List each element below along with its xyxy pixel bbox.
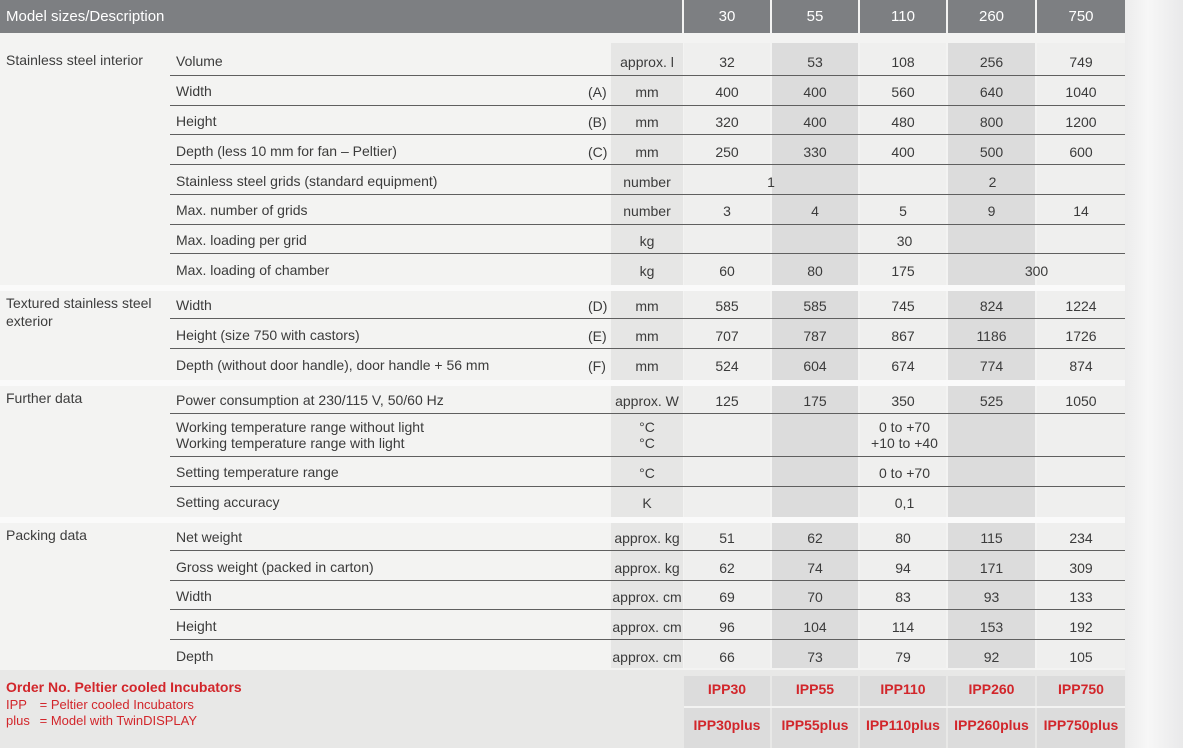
row-divider [170, 105, 1125, 106]
row-unit: °C [639, 465, 655, 481]
table-row [0, 201, 1125, 223]
order-number-plus: IPP260plus [954, 717, 1029, 733]
merged-cell-value: 0 to +70 [879, 465, 930, 481]
order-number-plus: IPP110plus [866, 717, 940, 733]
row-divider [170, 75, 1125, 76]
cell-value: 108 [891, 54, 915, 70]
cell-value: 66 [719, 649, 735, 665]
table-row [0, 142, 1125, 164]
cell-value: 93 [983, 589, 1000, 605]
row-unit: number [623, 203, 671, 219]
cell-value: 309 [1069, 560, 1093, 576]
row-label: Width [176, 297, 212, 313]
row-label: Depth [176, 648, 214, 664]
cell-value: 560 [891, 84, 915, 100]
cell-value: 400 [715, 84, 739, 100]
row-label: Setting accuracy [176, 494, 280, 510]
row-unit: approx. cm [612, 649, 682, 665]
cell-value: 80 [807, 263, 823, 279]
table-row [0, 296, 1125, 318]
table-row [0, 356, 1125, 378]
header-bar [0, 0, 1125, 33]
header-model-55: 55 [806, 8, 824, 25]
cell-value: 80 [895, 530, 911, 546]
row-unit: number [623, 174, 671, 190]
row-unit: °C [639, 419, 655, 435]
row-unit: mm [635, 328, 659, 344]
section-label: Packing data [6, 527, 87, 543]
cell-value: 400 [803, 114, 827, 130]
table-row [0, 326, 1125, 348]
merged-cell-value: 1 [767, 174, 775, 190]
order-number: IPP110 [880, 681, 926, 697]
row-divider [170, 194, 1125, 195]
row-label: Power consumption at 230/115 V, 50/60 Hz [176, 392, 444, 408]
row-divider [170, 456, 1125, 457]
row-label: Working temperature range without light [176, 419, 424, 435]
row-divider [170, 134, 1125, 135]
cell-value: 874 [1069, 358, 1093, 374]
table-row [0, 528, 1125, 550]
table-row [0, 231, 1125, 253]
row-unit: K [642, 495, 652, 511]
cell-value: 4 [811, 203, 819, 219]
legend-key: IPP [6, 697, 27, 712]
cell-value: 5 [899, 203, 907, 219]
cell-value: 480 [891, 114, 915, 130]
cell-value: 114 [891, 619, 915, 635]
table-row [0, 617, 1125, 639]
cell-value: 32 [719, 54, 735, 70]
row-label: Stainless steel grids (standard equipment) [176, 173, 438, 189]
legend-text: = Model with TwinDISPLAY [39, 713, 198, 728]
section-gap [0, 285, 1125, 291]
cell-value: 256 [979, 54, 1004, 70]
table-row [0, 587, 1125, 609]
order-divider [684, 706, 1125, 708]
row-divider [170, 318, 1125, 319]
cell-value: 640 [979, 84, 1004, 100]
row-divider [170, 486, 1125, 487]
table-row [0, 391, 1125, 413]
cell-value: 69 [719, 589, 735, 605]
row-unit: kg [639, 263, 655, 279]
merged-cell-value: 2 [988, 174, 997, 190]
cell-value: 79 [895, 649, 911, 665]
table-row [0, 558, 1125, 580]
row-divider [170, 348, 1125, 349]
row-unit: approx. cm [612, 589, 682, 605]
row-label: Depth (less 10 mm for fan – Peltier) [176, 143, 397, 159]
row-divider [170, 609, 1125, 610]
merged-cell-value: +10 to +40 [871, 435, 938, 451]
row-divider [170, 164, 1125, 165]
row-unit: approx. kg [614, 560, 680, 576]
section-label: Stainless steel interior [6, 52, 143, 68]
cell-value: 62 [807, 530, 823, 546]
header-title: Model sizes/Description [6, 8, 165, 25]
cell-value: 330 [803, 144, 827, 160]
row-divider [170, 253, 1125, 254]
cell-value: 175 [891, 263, 915, 279]
row-label: Height (size 750 with castors) [176, 327, 360, 343]
dimension-letter: (D) [588, 298, 608, 314]
cell-value: 320 [715, 114, 739, 130]
cell-value: 600 [1069, 144, 1093, 160]
row-unit: °C [639, 435, 655, 451]
dimension-letter: (B) [588, 114, 607, 130]
row-label: Net weight [176, 529, 243, 545]
cell-value: 153 [979, 619, 1004, 635]
dimension-letter: (C) [588, 144, 608, 160]
row-divider [170, 639, 1125, 640]
legend-key: plus [6, 713, 30, 728]
table-row [0, 82, 1125, 104]
cell-value: 524 [715, 358, 739, 374]
cell-value: 171 [979, 560, 1004, 576]
cell-value: 105 [1069, 649, 1093, 665]
page-edge [1125, 0, 1183, 748]
order-number: IPP55 [795, 681, 835, 697]
cell-value: 1186 [976, 328, 1007, 344]
table-row [0, 463, 1125, 485]
order-number-plus: IPP55plus [781, 717, 849, 733]
cell-value: 824 [979, 298, 1004, 314]
cell-value: 745 [891, 298, 915, 314]
cell-value: 115 [980, 530, 1003, 546]
cell-value: 104 [803, 619, 827, 635]
header-model-260: 260 [978, 8, 1005, 25]
order-number: IPP750 [1058, 681, 1104, 697]
cell-value: 749 [1069, 54, 1093, 70]
row-unit: mm [635, 358, 659, 374]
cell-value: 9 [987, 203, 996, 219]
header-model-750: 750 [1068, 8, 1094, 25]
cell-value: 94 [895, 560, 911, 576]
dimension-letter: (E) [588, 328, 607, 344]
table-row [0, 493, 1125, 515]
row-unit: mm [635, 144, 659, 160]
dimension-letter: (F) [588, 358, 606, 374]
order-number-plus: IPP30plus [693, 717, 761, 733]
cell-value: 96 [719, 619, 735, 635]
table-row [0, 419, 1125, 455]
row-label: Height [176, 113, 217, 129]
cell-value: 125 [715, 393, 739, 409]
row-unit: kg [639, 233, 655, 249]
dimension-letter: (A) [588, 84, 607, 100]
row-label: Setting temperature range [176, 464, 339, 480]
row-unit: mm [635, 84, 659, 100]
merged-cell-value: 30 [896, 233, 913, 249]
cell-value: 800 [979, 114, 1004, 130]
table-row [0, 112, 1125, 134]
cell-value: 1200 [1065, 114, 1097, 130]
cell-value: 604 [803, 358, 827, 374]
order-number: IPP30 [707, 681, 747, 697]
row-label: Working temperature range with light [176, 435, 405, 451]
cell-value: 92 [983, 649, 1000, 665]
cell-value: 867 [891, 328, 915, 344]
cell-value: 774 [979, 358, 1004, 374]
section-label: Further data [6, 390, 83, 406]
table-row [0, 647, 1125, 669]
row-label: Width [176, 588, 212, 604]
order-number: IPP260 [968, 681, 1015, 697]
cell-value: 73 [807, 649, 823, 665]
cell-value: 1040 [1065, 84, 1097, 100]
table-row [0, 172, 1125, 194]
cell-value: 3 [723, 203, 731, 219]
cell-value: 175 [803, 393, 827, 409]
row-label: Max. number of grids [176, 202, 308, 218]
row-label: Width [176, 83, 212, 99]
merged-cell-value: 300 [1024, 263, 1049, 279]
cell-value: 585 [715, 298, 739, 314]
cell-value: 74 [807, 560, 823, 576]
row-divider [170, 580, 1125, 581]
cell-value: 53 [807, 54, 823, 70]
merged-cell-value: 0 to +70 [879, 419, 930, 435]
cell-value: 192 [1069, 619, 1093, 635]
cell-value: 707 [715, 328, 739, 344]
header-model-110: 110 [891, 8, 915, 25]
order-number-plus: IPP750plus [1043, 717, 1119, 733]
cell-value: 83 [895, 589, 911, 605]
legend-item [6, 713, 197, 728]
cell-value: 500 [979, 144, 1004, 160]
row-label: Height [176, 618, 217, 634]
header-model-30: 30 [718, 8, 736, 25]
cell-value: 60 [719, 263, 735, 279]
cell-value: 525 [979, 393, 1004, 409]
row-label: Depth (without door handle), door handle + 56 mm [176, 357, 490, 373]
cell-value: 1726 [1065, 328, 1097, 344]
row-label: Volume [176, 53, 223, 69]
cell-value: 234 [1069, 530, 1093, 546]
cell-value: 585 [803, 298, 827, 314]
row-label: Max. loading per grid [176, 232, 307, 248]
section-label: Textured stainless steel exterior [6, 295, 152, 329]
legend-text: = Peltier cooled Incubators [39, 697, 194, 712]
cell-value: 62 [719, 560, 735, 576]
row-unit: mm [635, 298, 659, 314]
row-divider [170, 550, 1125, 551]
cell-value: 14 [1073, 203, 1089, 219]
section-gap [0, 517, 1125, 523]
legend-item [6, 697, 194, 712]
section-gap [0, 380, 1125, 386]
cell-value: 250 [715, 144, 739, 160]
cell-value: 70 [807, 589, 823, 605]
order-title: Order No. Peltier cooled Incubators [6, 679, 242, 695]
cell-value: 400 [891, 144, 915, 160]
row-unit: mm [635, 114, 659, 130]
row-label: Gross weight (packed in carton) [176, 559, 374, 575]
row-divider [170, 413, 1125, 414]
cell-value: 350 [891, 393, 915, 409]
row-unit: approx. cm [612, 619, 682, 635]
row-unit: approx. l [620, 54, 674, 70]
row-divider [170, 224, 1125, 225]
cell-value: 1050 [1065, 393, 1097, 409]
row-unit: approx. kg [614, 530, 680, 546]
cell-value: 400 [803, 84, 827, 100]
cell-value: 674 [891, 358, 915, 374]
table-row [0, 261, 1125, 283]
row-label: Max. loading of chamber [176, 262, 330, 278]
cell-value: 51 [719, 530, 735, 546]
table-row [0, 52, 1125, 74]
row-unit: approx. W [615, 393, 679, 409]
cell-value: 133 [1069, 589, 1093, 605]
cell-value: 1224 [1065, 298, 1097, 314]
cell-value: 787 [803, 328, 827, 344]
merged-cell-value: 0,1 [894, 495, 915, 511]
